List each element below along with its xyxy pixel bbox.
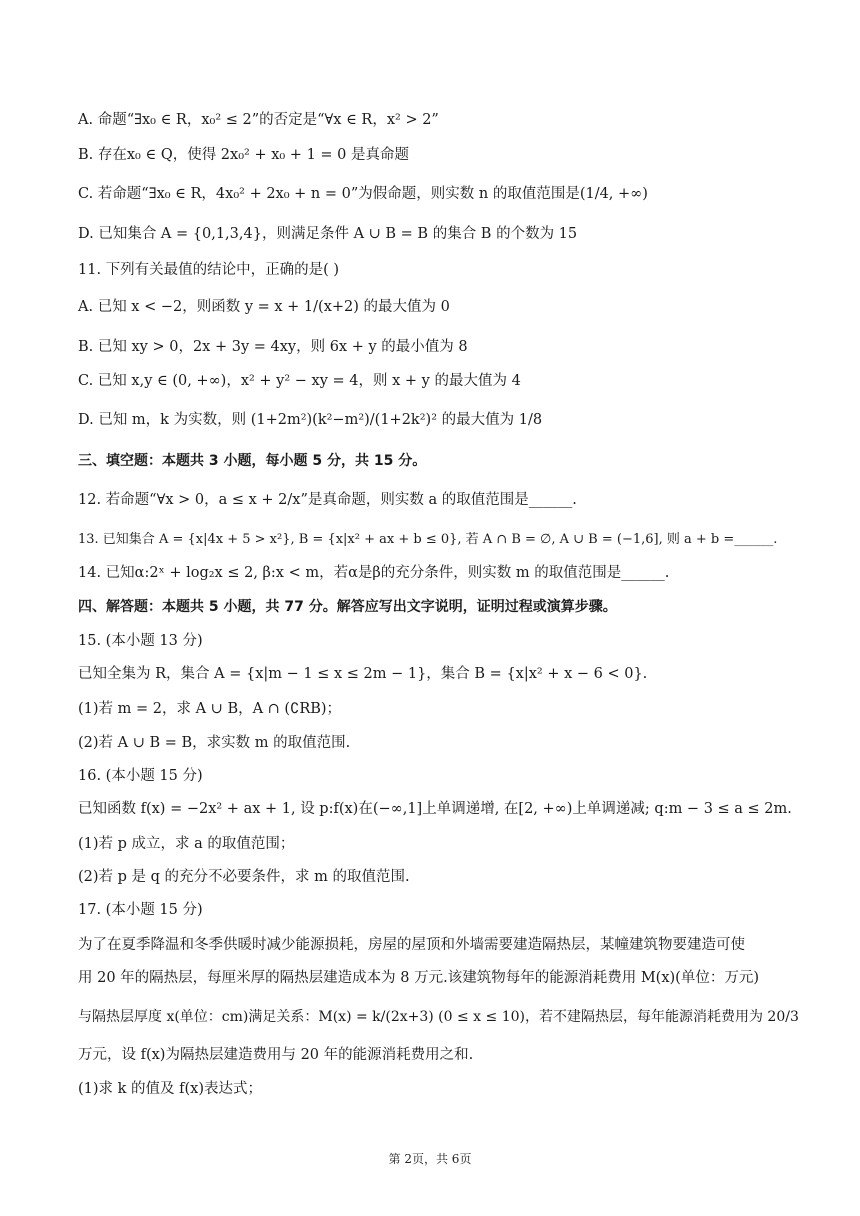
question-13: 13. 已知集合 A = {x|4x + 5 > x²}, B = {x|x² + ax + b ≤ 0}, 若 A ∩ B = ∅, A ∪ B = (−1,6], 则 a + b =______. — [78, 532, 778, 547]
question-15-part1: (1)若 m = 2，求 A ∪ B，A ∩ (∁RB)； — [78, 701, 342, 717]
option-11b: B. 已知 xy > 0，2x + 3y = 4xy，则 6x + y 的最小值为 8 — [78, 339, 468, 355]
option-10a: A. 命题“∃x₀ ∈ R，x₀² ≤ 2”的否定是“∀x ∈ R，x² > 2” — [78, 112, 439, 128]
option-10d: D. 已知集合 A = {0,1,3,4}，则满足条件 A ∪ B = B 的集合 B 的个数为 15 — [78, 226, 578, 242]
question-17-stem-2: 用 20 年的隔热层，每厘米厚的隔热层建造成本为 8 万元.该建筑物每年的能源消耗费用 M(x)(单位：万元) — [78, 970, 759, 986]
question-11: 11. 下列有关最值的结论中，正确的是( ) — [78, 262, 340, 278]
question-17-title: 17. (本小题 15 分) — [78, 902, 203, 918]
question-16-part1: (1)若 p 成立，求 a 的取值范围； — [78, 836, 295, 852]
option-10c: C. 若命题“∃x₀ ∈ R，4x₀² + 2x₀ + n = 0”为假命题，则实数 n 的取值范围是(1/4, +∞) — [78, 186, 648, 202]
question-17-stem-4: 万元，设 f(x)为隔热层建造费用与 20 年的能源消耗费用之和. — [78, 1047, 474, 1063]
question-14: 14. 已知α:2ˣ + log₂x ≤ 2, β:x < m，若α是β的充分条件，则实数 m 的取值范围是______. — [78, 565, 670, 581]
page-footer: 第 2页，共 6页 — [388, 1152, 472, 1166]
question-16-stem: 已知函数 f(x) = −2x² + ax + 1, 设 p:f(x)在(−∞,1]上单调递增, 在[2, +∞)上单调递减; q:m − 3 ≤ a ≤ 2m. — [78, 801, 792, 817]
option-11a: A. 已知 x < −2，则函数 y = x + 1/(x+2) 的最大值为 0 — [78, 299, 450, 315]
question-17-stem-1: 为了在夏季降温和冬季供暖时减少能源损耗，房屋的屋顶和外墙需要建造隔热层，某幢建筑物要建造可使 — [78, 937, 745, 953]
question-15-title: 15. (本小题 13 分) — [78, 633, 203, 649]
option-11c: C. 已知 x,y ∈ (0, +∞)，x² + y² − xy = 4，则 x + y 的最大值为 4 — [78, 373, 521, 389]
option-11d: D. 已知 m，k 为实数，则 (1+2m²)(k²−m²)/(1+2k²)² 的最大值为 1/8 — [78, 412, 543, 428]
question-16-part2: (2)若 p 是 q 的充分不必要条件，求 m 的取值范围. — [78, 869, 410, 885]
question-15-part2: (2)若 A ∪ B = B，求实数 m 的取值范围. — [78, 735, 351, 751]
question-16-title: 16. (本小题 15 分) — [78, 768, 203, 784]
question-17-part1: (1)求 k 的值及 f(x)表达式； — [78, 1081, 263, 1097]
option-10b: B. 存在x₀ ∈ Q，使得 2x₀² + x₀ + 1 = 0 是真命题 — [78, 147, 409, 163]
question-15-stem: 已知全集为 R，集合 A = {x|m − 1 ≤ x ≤ 2m − 1}，集合 B = {x|x² + x − 6 < 0}. — [78, 666, 648, 682]
section-4-heading: 四、解答题：本题共 5 小题，共 77 分。解答应写出文字说明，证明过程或演算步骤。 — [78, 599, 617, 615]
section-3-heading: 三、填空题：本题共 3 小题，每小题 5 分，共 15 分。 — [78, 453, 427, 469]
question-17-stem-3: 与隔热层厚度 x(单位：cm)满足关系：M(x) = k/(2x+3) (0 ≤ x ≤ 10)，若不建隔热层，每年能源消耗费用为 20/3 — [78, 1009, 799, 1025]
question-12: 12. 若命题“∀x > 0，a ≤ x + 2/x”是真命题，则实数 a 的取值范围是______. — [78, 492, 577, 508]
